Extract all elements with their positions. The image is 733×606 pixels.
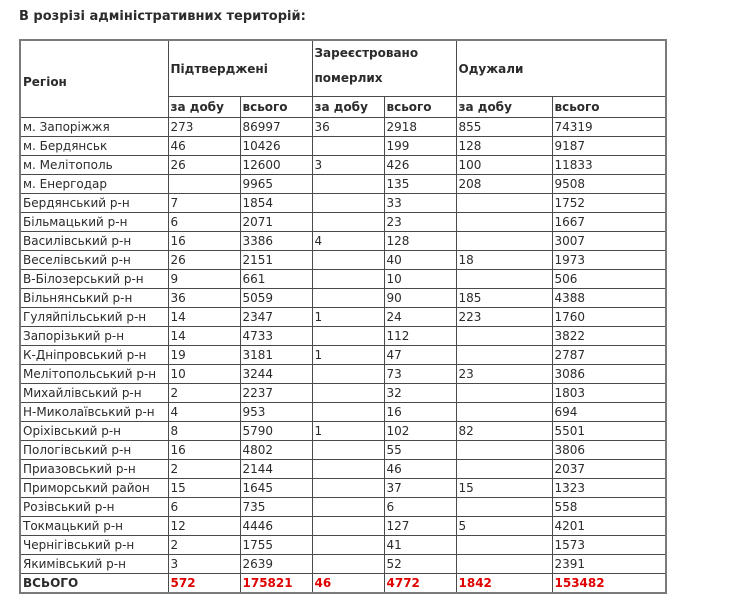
cell-recovered-total: 1973 <box>552 251 666 270</box>
cell-deaths-per-day: 4 <box>312 232 384 251</box>
cell-deaths-per-day <box>312 327 384 346</box>
cell-confirmed-per-day: 16 <box>168 232 240 251</box>
cell-confirmed-total: 1645 <box>240 479 312 498</box>
total-region: ВСЬОГО <box>20 574 168 594</box>
cell-deaths-per-day <box>312 403 384 422</box>
header-recovered: Одужали <box>456 40 666 97</box>
cell-region: Чернігівський р-н <box>20 536 168 555</box>
cell-deaths-per-day <box>312 175 384 194</box>
cell-recovered-total: 2787 <box>552 346 666 365</box>
cell-deaths-total: 23 <box>384 213 456 232</box>
table-row <box>20 536 666 555</box>
cell-recovered-per-day <box>456 232 552 251</box>
cell-deaths-per-day <box>312 460 384 479</box>
cell-recovered-per-day: 185 <box>456 289 552 308</box>
cell-recovered-per-day <box>456 213 552 232</box>
subheader-deaths-total: всього <box>384 97 456 118</box>
cell-deaths-total: 52 <box>384 555 456 574</box>
cell-confirmed-total: 12600 <box>240 156 312 175</box>
cell-deaths-total: 73 <box>384 365 456 384</box>
table-row <box>20 460 666 479</box>
table-row <box>20 479 666 498</box>
cell-recovered-total: 1573 <box>552 536 666 555</box>
cell-recovered-per-day <box>456 346 552 365</box>
cell-confirmed-per-day: 10 <box>168 365 240 384</box>
cell-confirmed-total: 735 <box>240 498 312 517</box>
cell-confirmed-per-day: 14 <box>168 308 240 327</box>
total-recovered-total: 153482 <box>552 574 666 594</box>
cell-confirmed-per-day: 2 <box>168 536 240 555</box>
cell-confirmed-total: 2151 <box>240 251 312 270</box>
cell-deaths-total: 46 <box>384 460 456 479</box>
cell-deaths-per-day <box>312 251 384 270</box>
cell-region: Бердянський р-н <box>20 194 168 213</box>
table-row <box>20 156 666 175</box>
cell-deaths-total: 24 <box>384 308 456 327</box>
table-row <box>20 308 666 327</box>
cell-region: Токмацький р-н <box>20 517 168 536</box>
cell-recovered-total: 9508 <box>552 175 666 194</box>
subheader-deaths-per-day: за добу <box>312 97 384 118</box>
cell-deaths-total: 90 <box>384 289 456 308</box>
cell-deaths-total: 426 <box>384 156 456 175</box>
total-deaths-total: 4772 <box>384 574 456 594</box>
table-row <box>20 175 666 194</box>
table-row <box>20 251 666 270</box>
cell-recovered-total: 4388 <box>552 289 666 308</box>
cell-deaths-per-day <box>312 270 384 289</box>
cell-recovered-total: 5501 <box>552 422 666 441</box>
table-row <box>20 346 666 365</box>
cell-deaths-per-day: 3 <box>312 156 384 175</box>
cell-recovered-per-day: 15 <box>456 479 552 498</box>
table-row <box>20 403 666 422</box>
header-region: Регіон <box>20 40 168 118</box>
cell-confirmed-per-day <box>168 175 240 194</box>
cell-region: Вільнянський р-н <box>20 289 168 308</box>
table-row <box>20 384 666 403</box>
cell-recovered-per-day <box>456 270 552 289</box>
cell-deaths-total: 37 <box>384 479 456 498</box>
table-row <box>20 422 666 441</box>
cell-recovered-total: 3822 <box>552 327 666 346</box>
cell-deaths-per-day <box>312 517 384 536</box>
subheader-recovered-total: всього <box>552 97 666 118</box>
cell-recovered-total: 4201 <box>552 517 666 536</box>
cell-deaths-total: 2918 <box>384 118 456 137</box>
cell-deaths-total: 16 <box>384 403 456 422</box>
cell-deaths-total: 33 <box>384 194 456 213</box>
cell-recovered-per-day <box>456 403 552 422</box>
cell-recovered-per-day <box>456 441 552 460</box>
table-row <box>20 517 666 536</box>
cell-confirmed-per-day: 14 <box>168 327 240 346</box>
cell-confirmed-per-day: 4 <box>168 403 240 422</box>
cell-confirmed-total: 5059 <box>240 289 312 308</box>
cell-deaths-total: 128 <box>384 232 456 251</box>
cell-deaths-per-day <box>312 289 384 308</box>
cell-deaths-total: 135 <box>384 175 456 194</box>
cell-recovered-per-day <box>456 327 552 346</box>
cell-recovered-per-day: 5 <box>456 517 552 536</box>
cell-deaths-per-day <box>312 194 384 213</box>
cell-region: Гуляйпільський р-н <box>20 308 168 327</box>
total-row <box>20 574 666 594</box>
cell-deaths-total: 127 <box>384 517 456 536</box>
subheader-recovered-per-day: за добу <box>456 97 552 118</box>
cell-region: м. Запоріжжя <box>20 118 168 137</box>
cell-confirmed-per-day: 19 <box>168 346 240 365</box>
cell-deaths-per-day <box>312 384 384 403</box>
table-row <box>20 137 666 156</box>
cell-confirmed-per-day: 26 <box>168 156 240 175</box>
cell-region: Запорізький р-н <box>20 327 168 346</box>
table-row <box>20 555 666 574</box>
cell-confirmed-total: 4802 <box>240 441 312 460</box>
cell-confirmed-total: 3181 <box>240 346 312 365</box>
regional-stats-table <box>19 39 667 594</box>
subheader-confirmed-per-day: за добу <box>168 97 240 118</box>
cell-confirmed-per-day: 46 <box>168 137 240 156</box>
cell-confirmed-total: 953 <box>240 403 312 422</box>
cell-recovered-total: 1760 <box>552 308 666 327</box>
cell-deaths-total: 32 <box>384 384 456 403</box>
cell-deaths-total: 55 <box>384 441 456 460</box>
cell-confirmed-per-day: 2 <box>168 384 240 403</box>
cell-recovered-total: 3007 <box>552 232 666 251</box>
cell-confirmed-total: 1854 <box>240 194 312 213</box>
cell-confirmed-total: 5790 <box>240 422 312 441</box>
cell-deaths-per-day <box>312 441 384 460</box>
cell-region: Пологівський р-н <box>20 441 168 460</box>
header-deaths <box>312 40 456 97</box>
cell-confirmed-total: 4446 <box>240 517 312 536</box>
cell-recovered-per-day: 223 <box>456 308 552 327</box>
table-row <box>20 118 666 137</box>
cell-recovered-per-day <box>456 555 552 574</box>
table-row <box>20 289 666 308</box>
cell-recovered-per-day: 128 <box>456 137 552 156</box>
cell-confirmed-total: 2347 <box>240 308 312 327</box>
cell-recovered-per-day: 18 <box>456 251 552 270</box>
cell-region: К-Дніпровський р-н <box>20 346 168 365</box>
cell-deaths-per-day <box>312 555 384 574</box>
cell-confirmed-total: 86997 <box>240 118 312 137</box>
cell-region: м. Мелітополь <box>20 156 168 175</box>
cell-confirmed-per-day: 2 <box>168 460 240 479</box>
total-confirmed-total: 175821 <box>240 574 312 594</box>
cell-recovered-total: 11833 <box>552 156 666 175</box>
cell-deaths-per-day <box>312 479 384 498</box>
cell-confirmed-per-day: 3 <box>168 555 240 574</box>
cell-deaths-per-day: 1 <box>312 346 384 365</box>
cell-recovered-total: 3806 <box>552 441 666 460</box>
cell-region: Мелітопольський р-н <box>20 365 168 384</box>
cell-confirmed-per-day: 26 <box>168 251 240 270</box>
cell-confirmed-total: 9965 <box>240 175 312 194</box>
table-row <box>20 270 666 289</box>
cell-confirmed-total: 2639 <box>240 555 312 574</box>
table-row <box>20 365 666 384</box>
cell-confirmed-total: 10426 <box>240 137 312 156</box>
cell-recovered-per-day: 23 <box>456 365 552 384</box>
cell-recovered-total: 2391 <box>552 555 666 574</box>
cell-deaths-per-day: 1 <box>312 308 384 327</box>
cell-region: Михайлівський р-н <box>20 384 168 403</box>
cell-recovered-total: 9187 <box>552 137 666 156</box>
cell-confirmed-per-day: 9 <box>168 270 240 289</box>
cell-deaths-per-day <box>312 498 384 517</box>
cell-deaths-total: 40 <box>384 251 456 270</box>
cell-confirmed-per-day: 15 <box>168 479 240 498</box>
cell-region: Розівський р-н <box>20 498 168 517</box>
cell-deaths-per-day <box>312 137 384 156</box>
cell-recovered-per-day <box>456 460 552 479</box>
cell-recovered-total: 3086 <box>552 365 666 384</box>
header-deaths-label: Зареєстровано померлих <box>314 46 419 85</box>
cell-confirmed-per-day: 12 <box>168 517 240 536</box>
cell-confirmed-total: 2237 <box>240 384 312 403</box>
cell-deaths-total: 6 <box>384 498 456 517</box>
table-row <box>20 441 666 460</box>
cell-region: Василівський р-н <box>20 232 168 251</box>
cell-deaths-total: 47 <box>384 346 456 365</box>
cell-region: м. Енергодар <box>20 175 168 194</box>
cell-recovered-per-day: 100 <box>456 156 552 175</box>
cell-recovered-total: 1323 <box>552 479 666 498</box>
total-deaths-per-day: 46 <box>312 574 384 594</box>
cell-deaths-total: 199 <box>384 137 456 156</box>
total-recovered-per-day: 1842 <box>456 574 552 594</box>
cell-deaths-total: 102 <box>384 422 456 441</box>
cell-region: Якимівський р-н <box>20 555 168 574</box>
subheader-confirmed-total: всього <box>240 97 312 118</box>
cell-confirmed-per-day: 7 <box>168 194 240 213</box>
cell-recovered-total: 506 <box>552 270 666 289</box>
cell-deaths-per-day: 1 <box>312 422 384 441</box>
cell-region: Приазовський р-н <box>20 460 168 479</box>
header-confirmed: Підтверджені <box>168 40 312 97</box>
cell-region: Більмацький р-н <box>20 213 168 232</box>
cell-confirmed-total: 2144 <box>240 460 312 479</box>
cell-confirmed-per-day: 36 <box>168 289 240 308</box>
table-row <box>20 232 666 251</box>
cell-recovered-per-day <box>456 536 552 555</box>
cell-confirmed-per-day: 6 <box>168 213 240 232</box>
section-heading: В розрізі адміністративних територій: <box>19 9 306 24</box>
table-row <box>20 194 666 213</box>
cell-region: Приморський район <box>20 479 168 498</box>
cell-deaths-per-day <box>312 365 384 384</box>
cell-region: Н-Миколаївський р-н <box>20 403 168 422</box>
cell-recovered-total: 74319 <box>552 118 666 137</box>
cell-confirmed-per-day: 8 <box>168 422 240 441</box>
cell-recovered-per-day: 855 <box>456 118 552 137</box>
table-row <box>20 327 666 346</box>
cell-confirmed-total: 2071 <box>240 213 312 232</box>
cell-recovered-per-day: 82 <box>456 422 552 441</box>
cell-recovered-total: 1752 <box>552 194 666 213</box>
table-row <box>20 213 666 232</box>
cell-recovered-total: 558 <box>552 498 666 517</box>
cell-confirmed-total: 661 <box>240 270 312 289</box>
cell-confirmed-total: 3244 <box>240 365 312 384</box>
cell-confirmed-total: 3386 <box>240 232 312 251</box>
table-body <box>20 118 666 594</box>
cell-region: Веселівський р-н <box>20 251 168 270</box>
total-confirmed-per-day: 572 <box>168 574 240 594</box>
cell-deaths-total: 10 <box>384 270 456 289</box>
cell-recovered-per-day <box>456 384 552 403</box>
cell-confirmed-total: 4733 <box>240 327 312 346</box>
cell-region: В-Білозерський р-н <box>20 270 168 289</box>
cell-region: Оріхівський р-н <box>20 422 168 441</box>
cell-recovered-total: 1803 <box>552 384 666 403</box>
cell-confirmed-per-day: 6 <box>168 498 240 517</box>
cell-recovered-per-day <box>456 194 552 213</box>
table-row <box>20 498 666 517</box>
cell-deaths-per-day <box>312 536 384 555</box>
cell-recovered-total: 694 <box>552 403 666 422</box>
cell-confirmed-per-day: 273 <box>168 118 240 137</box>
cell-deaths-per-day <box>312 213 384 232</box>
cell-confirmed-per-day: 16 <box>168 441 240 460</box>
cell-recovered-per-day <box>456 498 552 517</box>
cell-recovered-total: 2037 <box>552 460 666 479</box>
cell-region: м. Бердянськ <box>20 137 168 156</box>
cell-deaths-total: 41 <box>384 536 456 555</box>
cell-recovered-total: 1667 <box>552 213 666 232</box>
cell-deaths-per-day: 36 <box>312 118 384 137</box>
cell-deaths-total: 112 <box>384 327 456 346</box>
cell-confirmed-total: 1755 <box>240 536 312 555</box>
cell-recovered-per-day: 208 <box>456 175 552 194</box>
